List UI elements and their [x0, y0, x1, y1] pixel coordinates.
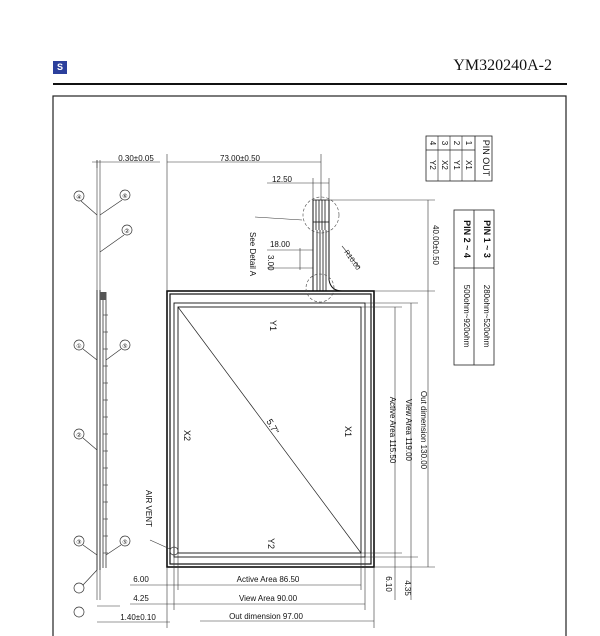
electrode-y2: Y2: [266, 538, 276, 550]
callout-1: ①: [76, 344, 82, 350]
callout-6: ⑥: [122, 194, 128, 200]
fpc-tail: [303, 197, 342, 302]
side-view: [74, 154, 170, 622]
dim-view-height: View Area 119.00: [404, 399, 413, 461]
dim-active-height: Active Area 115.50: [388, 396, 397, 464]
dim-active-width: Active Area 86.50: [236, 575, 300, 584]
electrode-x2: X2: [182, 430, 192, 442]
dim-out-width: Out dimension 97.00: [229, 612, 303, 621]
dim-edge-tolerance: 1.40±0.10: [120, 613, 156, 622]
document-number: YM320240A-2: [453, 57, 552, 74]
dim-left-margin-active: 6.00: [133, 575, 149, 584]
air-vent-label: AIR VENT: [144, 490, 153, 527]
resistance-value: 280ohm~520ohm: [482, 284, 491, 348]
dim-thickness: 0.30±0.05: [118, 154, 154, 163]
resistance-value: 500ohm~920ohm: [462, 284, 471, 348]
dim-left-margin-view: 4.25: [133, 594, 149, 603]
callout-5: ⑤: [122, 344, 128, 350]
pin-number: 4: [428, 140, 437, 146]
logo-text: S: [56, 62, 63, 72]
pin-number: 3: [440, 140, 449, 146]
callout-2b: ②: [76, 433, 82, 439]
electrode-y1: Y1: [268, 320, 278, 332]
detail-a-circle: [303, 197, 339, 233]
electrode-x1: X1: [343, 426, 353, 438]
callout-4: ④: [76, 195, 82, 201]
pin-number: 2: [452, 140, 461, 146]
top-dimensions: [167, 154, 360, 291]
dim-tail-length: 40.00±0.50: [431, 225, 440, 265]
drawing-frame: [53, 96, 566, 636]
dim-view-width: View Area 90.00: [238, 594, 298, 603]
callout-2: ②: [124, 229, 130, 235]
resistance-pins: PIN 2 ~ 4: [462, 220, 472, 258]
pin-signal: Y1: [452, 160, 461, 170]
see-detail-label: See Detail A: [248, 232, 257, 277]
touch-panel: [144, 291, 374, 567]
dim-out-height: Out dimension 130.00: [419, 390, 428, 470]
pin-number: 1: [464, 140, 473, 146]
callout-3: ③: [76, 540, 82, 546]
dim-tail-width: 12.50: [271, 175, 293, 184]
dim-tail-radius: R10.00: [342, 249, 362, 272]
dim-bottom-margin-view: 4.35: [403, 580, 412, 596]
pin-signal: X1: [464, 160, 473, 170]
pinout-title: PIN OUT: [481, 139, 491, 177]
dim-tail-position: 73.00±0.50: [220, 154, 260, 163]
resistance-pins: PIN 1 ~ 3: [482, 220, 492, 258]
pin-signal: Y2: [428, 160, 437, 170]
dim-bottom-margin-active: 6.10: [384, 576, 393, 592]
dim-tail-step: 3.00: [266, 255, 275, 271]
dim-stiffener-length: 18.00: [269, 240, 291, 249]
pinout-table: [426, 136, 492, 181]
diagonal-label: 5.7": [264, 417, 281, 436]
resistance-table: [454, 210, 494, 365]
callout-5b: ⑤: [122, 540, 128, 546]
pin-signal: X2: [440, 160, 449, 170]
